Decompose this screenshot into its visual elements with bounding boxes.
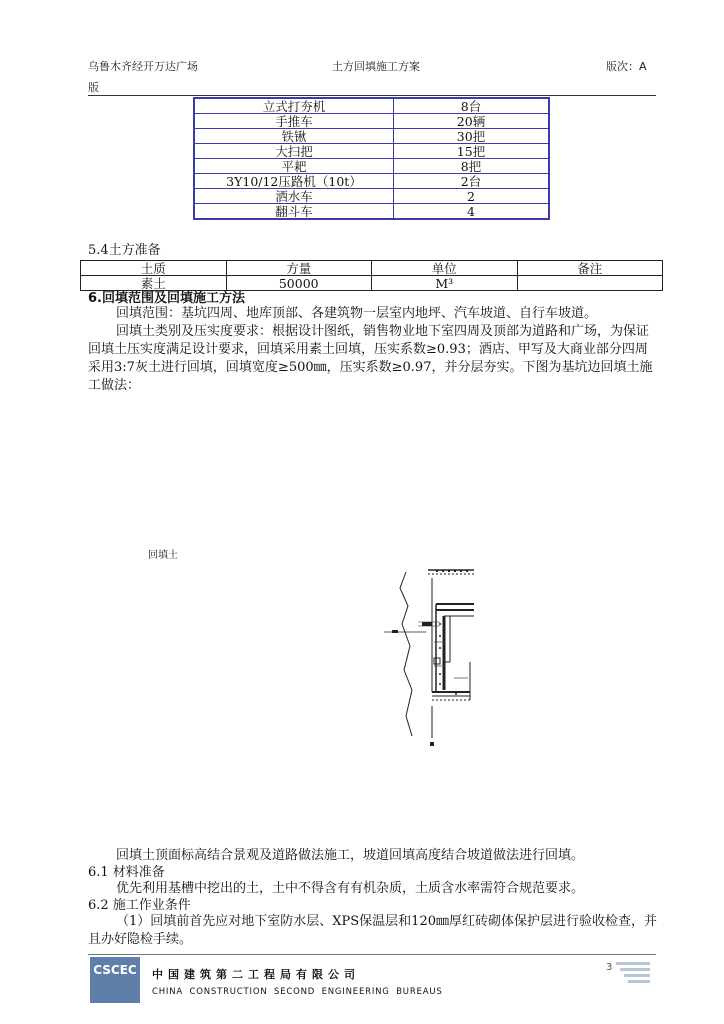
header-doc-title: 土方回填施工方案 bbox=[332, 60, 420, 73]
company-name-cn: 中国建筑第二工程局有限公司 bbox=[152, 968, 360, 981]
soil-cell: M³ bbox=[372, 276, 518, 291]
cscec-logo bbox=[90, 957, 140, 1003]
equipment-row bbox=[194, 159, 549, 174]
section-6-1-heading: 6.1 材料准备 bbox=[88, 865, 165, 880]
footer-rule bbox=[88, 954, 656, 955]
soil-cell: 50000 bbox=[226, 276, 372, 291]
soil-header-cell: 土质 bbox=[81, 261, 227, 276]
equipment-qty-cell: 15把 bbox=[394, 144, 550, 159]
equipment-qty-cell: 20辆 bbox=[394, 114, 550, 129]
equipment-name-cell: 翻斗车 bbox=[194, 204, 394, 220]
equipment-name-cell: 立式打夯机 bbox=[194, 98, 394, 114]
soil-cell: 素土 bbox=[81, 276, 227, 291]
equipment-qty-cell: 4 bbox=[394, 204, 550, 220]
soil-table-header-row bbox=[81, 261, 663, 276]
paragraph-materials: 优先利用基槽中挖出的土，土中不得含有有机杂质，土质含水率需符合规范要求。 bbox=[116, 881, 585, 896]
paragraph-top-elevation: 回填土顶面标高结合景观及道路做法施工，坡道回填高度结合坡道做法进行回填。 bbox=[116, 848, 585, 863]
equipment-row bbox=[194, 144, 549, 159]
soil-header-cell: 单位 bbox=[372, 261, 518, 276]
equipment-qty-cell: 30把 bbox=[394, 129, 550, 144]
paragraph-conditions: （1）回填前首先应对地下室防水层、XPS保温层和120㎜厚红砖砌体保护层进行验收检查，并且办好隐检手续。 bbox=[88, 914, 657, 947]
equipment-row bbox=[194, 204, 549, 220]
footer-stripes-icon bbox=[612, 960, 652, 988]
company-name-en: CHINA CONSTRUCTION SECOND ENGINEERING BUREAUS bbox=[152, 987, 443, 997]
soil-table-row bbox=[81, 276, 663, 291]
paragraph-soil-type: 回填土类别及压实度要求：根据设计图纸，销售物业地下室四周及顶部为道路和广场，为保证回填土压实度满足设计要求，回填采用素土回填，压实系数≥0.93；酒店、甲写及大商业部分四周采用3:7灰土进行回填，回填宽度≥500㎜，压实系数≥0.97，并分层夯实。下图为基坑边回填土施工做法： bbox=[88, 324, 653, 393]
equipment-qty-cell: 8台 bbox=[394, 98, 550, 114]
header-project-name: 乌鲁木齐经开万达广场 bbox=[88, 60, 198, 73]
equipment-name-cell: 3Y10/12压路机（10t） bbox=[194, 174, 394, 189]
figure-label: 回填土 bbox=[148, 550, 178, 561]
equipment-row bbox=[194, 129, 549, 144]
soil-header-cell: 方量 bbox=[226, 261, 372, 276]
equipment-qty-cell: 2 bbox=[394, 189, 550, 204]
equipment-name-cell: 手推车 bbox=[194, 114, 394, 129]
equipment-qty-cell: 2台 bbox=[394, 174, 550, 189]
equipment-qty-cell: 8把 bbox=[394, 159, 550, 174]
equipment-row bbox=[194, 114, 549, 129]
soil-table bbox=[80, 260, 663, 291]
header-rule bbox=[88, 95, 656, 96]
equipment-row bbox=[194, 98, 549, 114]
equipment-name-cell: 洒水车 bbox=[194, 189, 394, 204]
page-number: 3 bbox=[606, 962, 613, 973]
equipment-row bbox=[194, 174, 549, 189]
logo-text: CSCEC bbox=[93, 963, 137, 977]
header-version-wrap: 版 bbox=[88, 81, 99, 94]
header-version: 版次：A bbox=[606, 60, 647, 73]
equipment-name-cell: 大扫把 bbox=[194, 144, 394, 159]
equipment-table bbox=[193, 97, 550, 220]
soil-cell bbox=[517, 276, 663, 291]
soil-header-cell: 备注 bbox=[517, 261, 663, 276]
backfill-detail-drawing bbox=[378, 566, 478, 748]
section-6-2-heading: 6.2 施工作业条件 bbox=[88, 898, 191, 913]
section-5-4-heading: 5.4土方准备 bbox=[88, 243, 161, 258]
paragraph-scope: 回填范围：基坑四周、地库顶部、各建筑物一层室内地坪、汽车坡道、自行车坡道。 bbox=[116, 306, 598, 321]
equipment-name-cell: 铁锹 bbox=[194, 129, 394, 144]
equipment-name-cell: 平耙 bbox=[194, 159, 394, 174]
section-6-heading: 6.回填范围及回填施工方法 bbox=[88, 291, 245, 306]
equipment-row bbox=[194, 189, 549, 204]
